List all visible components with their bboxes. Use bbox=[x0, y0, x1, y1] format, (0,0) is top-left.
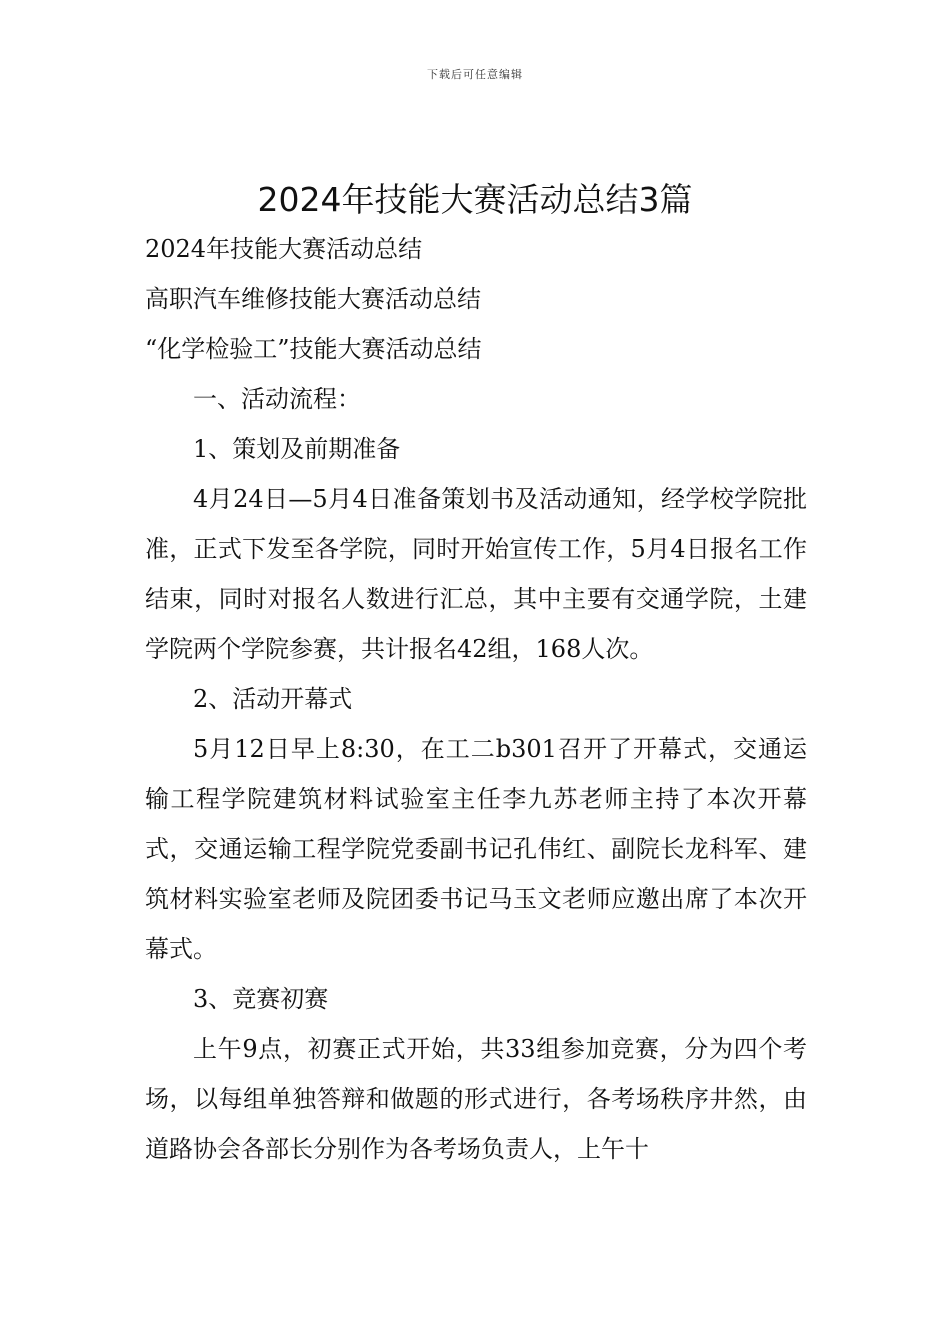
toc-item: 2024年技能大赛活动总结 bbox=[145, 235, 423, 263]
page-header-note: 下载后可任意编辑 bbox=[427, 68, 523, 81]
document-title: 2024年技能大赛活动总结3篇 bbox=[257, 180, 693, 219]
section-heading-activity-process: 一、活动流程： bbox=[193, 385, 361, 413]
paragraph-planning: 4月24日—5月4日准备策划书及活动通知，经学校学院批准，正式下发至各学院，同时开始宣传工作，5月4日报名工作结束，同时对报名人数进行汇总，其中主要有交通学院，土建学院两个学院参赛，共计报名42组，168人次。 bbox=[145, 485, 807, 663]
toc-item: “化学检验工”技能大赛活动总结 bbox=[145, 335, 482, 363]
toc-item: 高职汽车维修技能大赛活动总结 bbox=[145, 285, 481, 313]
subsection-heading-planning: 1、策划及前期准备 bbox=[193, 435, 401, 463]
paragraph-opening: 5月12日早上8:30，在工二b301召开了开幕式，交通运输工程学院建筑材料试验室主任李九苏老师主持了本次开幕式，交通运输工程学院党委副书记孔伟红、副院长龙科军、建筑材料实验室老师及院团委书记马玉文老师应邀出席了本次开幕式。 bbox=[145, 735, 807, 963]
paragraph-preliminary: 上午9点，初赛正式开始，共33组参加竞赛，分为四个考场，以每组单独答辩和做题的形式进行，各考场秩序井然，由道路协会各部长分别作为各考场负责人，上午十 bbox=[145, 1035, 807, 1163]
subsection-heading-preliminary: 3、竞赛初赛 bbox=[193, 985, 329, 1013]
subsection-heading-opening: 2、活动开幕式 bbox=[193, 685, 353, 713]
document-body bbox=[145, 224, 807, 1174]
